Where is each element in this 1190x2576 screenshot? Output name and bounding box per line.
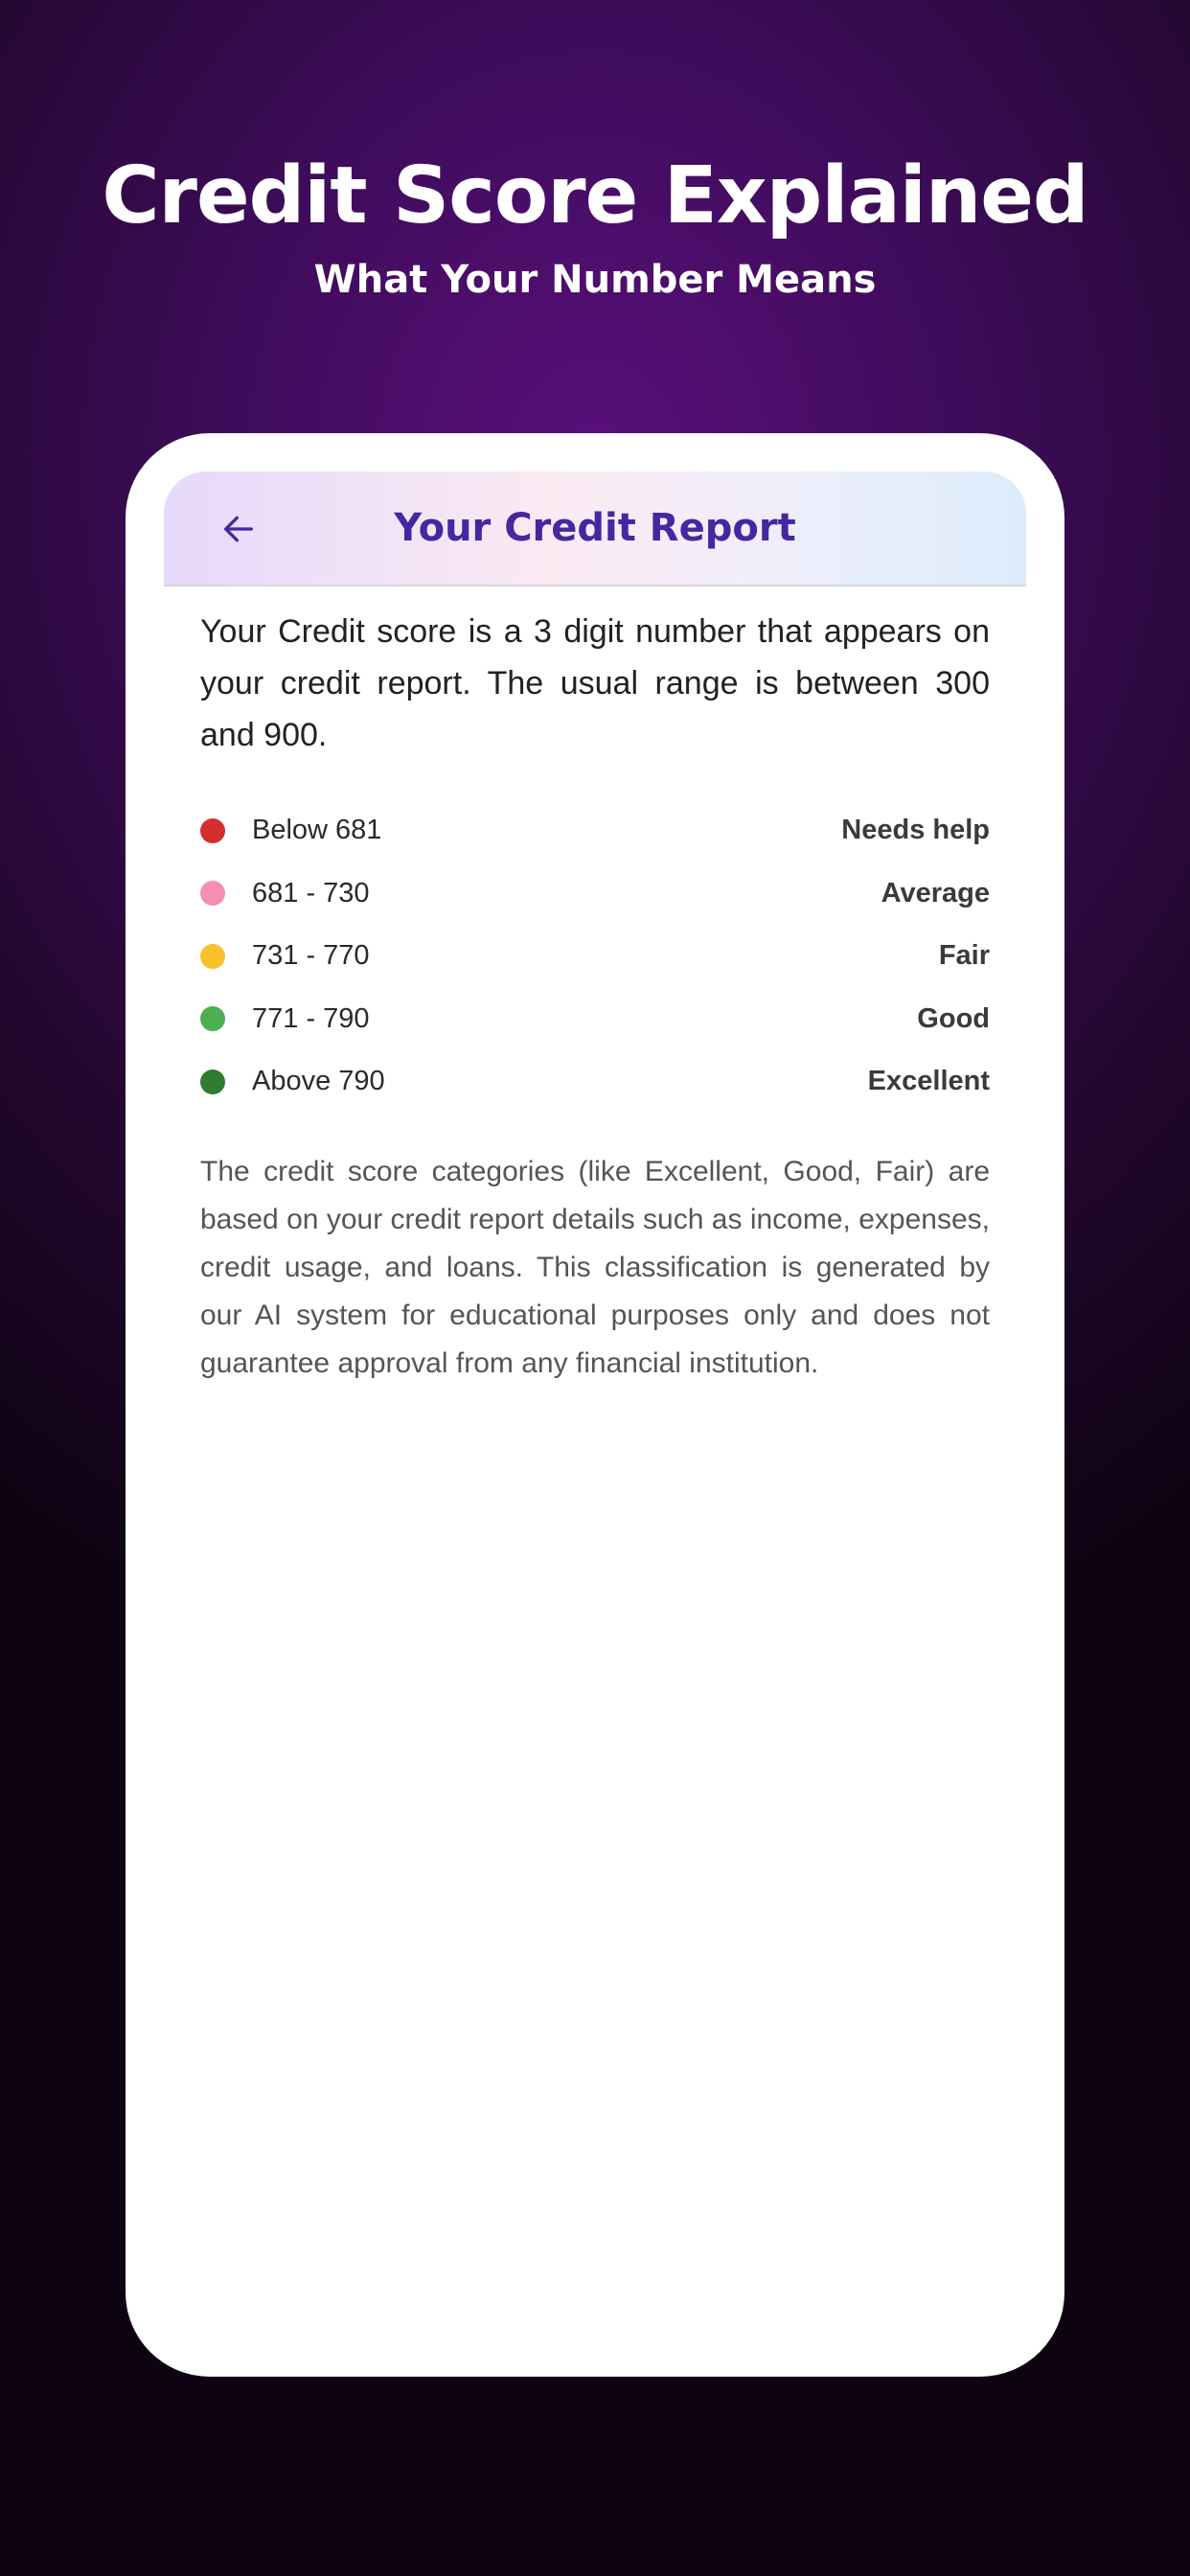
range-label: 731 - 770 — [252, 940, 370, 972]
hero-banner — [0, 144, 1190, 307]
range-category: Needs help — [841, 815, 990, 846]
intro-text: Your Credit score is a 3 digit number that appears on your credit report. The usual range is between 300 and 900. — [200, 613, 990, 753]
green-dot-icon — [200, 1006, 225, 1031]
yellow-dot-icon — [200, 944, 225, 969]
hero-subtitle: What Your Number Means — [313, 258, 877, 302]
range-row-needs-help — [200, 799, 990, 862]
disclaimer-text: The credit score categories (like Excellent, Good, Fair) are based on your credit report details such as income, expenses, credit usage, and loans. This classification is generated by our AI system for educational purposes only and does not guarantee approval from any financial institution. — [200, 1155, 990, 1379]
range-label: 681 - 730 — [252, 877, 370, 908]
range-row-average — [200, 862, 990, 926]
page-title: Your Credit Report — [394, 506, 796, 550]
range-row-fair — [200, 925, 990, 988]
range-row-good — [200, 988, 990, 1051]
red-dot-icon — [200, 818, 225, 843]
range-label: 771 - 790 — [252, 1002, 370, 1034]
content-area — [200, 606, 990, 1416]
range-category: Good — [917, 1002, 990, 1034]
range-category: Fair — [938, 940, 990, 972]
app-header — [164, 472, 1026, 586]
range-category: Average — [881, 877, 990, 908]
range-row-excellent — [200, 1050, 990, 1114]
dark-green-dot-icon — [200, 1070, 225, 1094]
phone-frame — [126, 433, 1064, 2377]
hero-title: Credit Score Explained — [102, 150, 1088, 242]
range-label: Below 681 — [252, 815, 382, 846]
score-range-list — [200, 799, 990, 1114]
range-label: Above 790 — [252, 1066, 385, 1097]
range-category: Excellent — [867, 1066, 990, 1097]
pink-dot-icon — [200, 881, 225, 906]
